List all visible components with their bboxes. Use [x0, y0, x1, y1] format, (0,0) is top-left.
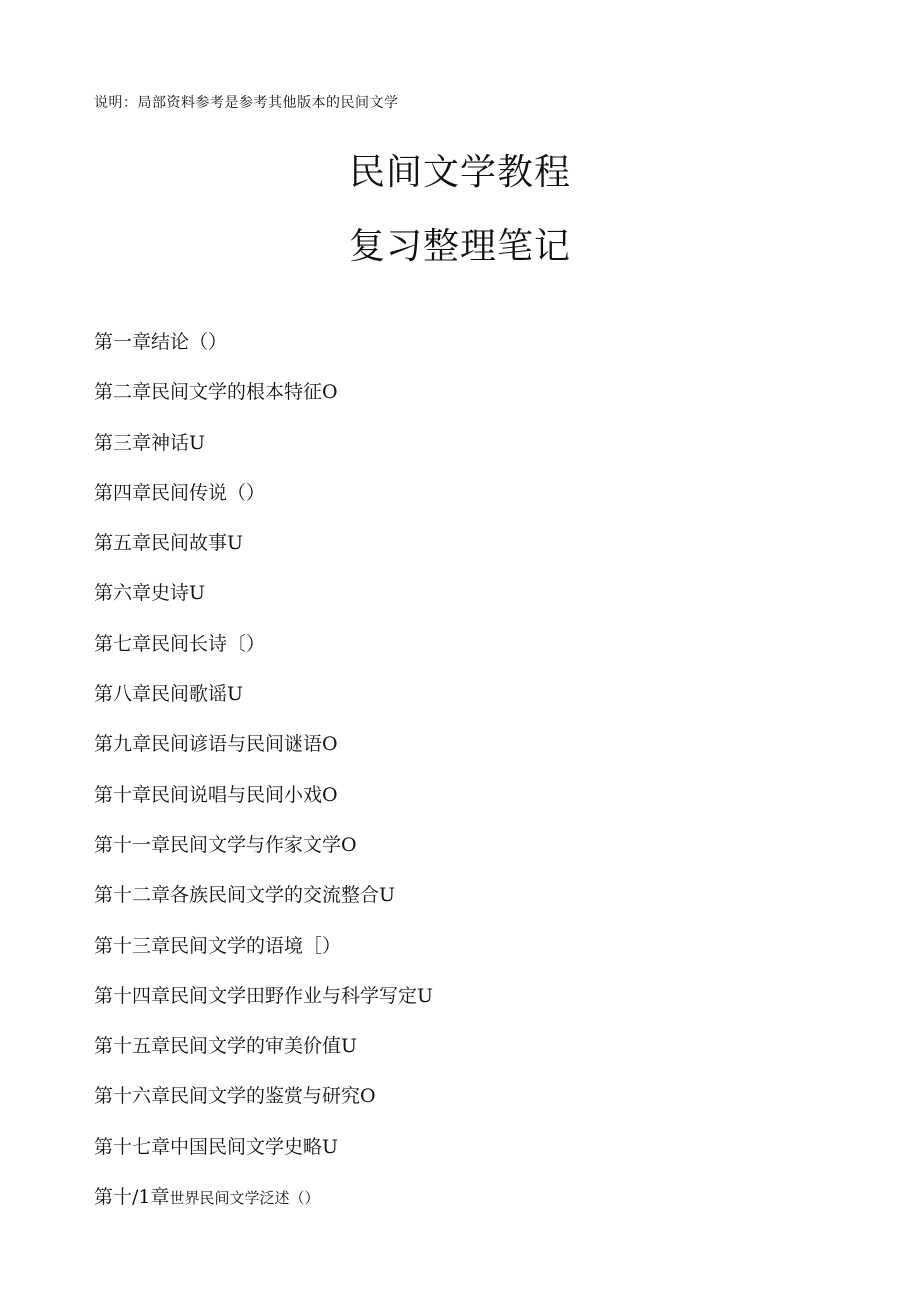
document-title: 民间文学教程 — [348, 152, 571, 193]
explanatory-note: 说明：局部资料参考是参考其他版本的民间文学 — [94, 95, 399, 111]
chapter-item: 第八章民间歌谣U — [94, 683, 244, 706]
chapter-item: 第三章神话U — [94, 431, 206, 454]
chapter-list — [94, 326, 433, 1231]
chapter-item: 第四章民间传说（） — [94, 481, 266, 504]
chapter-item: 第十六章民间文学的鉴赏与研究O — [94, 1085, 376, 1108]
chapter-item: 第十三章民间文学的语境［） — [94, 934, 342, 957]
chapter-item: 第十二章各族民间文学的交流整合U — [94, 884, 396, 907]
chapter-item: 第九章民间谚语与民间谜语O — [94, 733, 338, 756]
chapter-item: 第七章民间长诗〔） — [94, 632, 266, 655]
chapter-item: 第五章民间故事U — [94, 532, 244, 555]
chapter-item: 第十四章民间文学田野作业与科学写定U — [94, 984, 434, 1007]
chapter-number: 第十/1章 — [94, 1186, 170, 1209]
chapter-item: 第十章民间说唱与民间小戏O — [94, 783, 338, 806]
document-subtitle: 复习整理笔记 — [348, 226, 571, 267]
chapter-item-last — [94, 1181, 433, 1231]
chapter-item: 第一章结论（） — [94, 331, 228, 353]
chapter-item: 第六章史诗U — [94, 582, 206, 605]
chapter-item: 第十七章中国民间文学史略U — [94, 1135, 339, 1158]
chapter-item: 第二章民间文学的根本特征O — [94, 381, 338, 404]
chapter-item: 第十五章民间文学的审美价值U — [94, 1035, 358, 1058]
chapter-title: 世界民间文学泛述（） — [169, 1189, 320, 1208]
chapter-item: 第十一章民间文学与作家文学O — [94, 833, 357, 856]
